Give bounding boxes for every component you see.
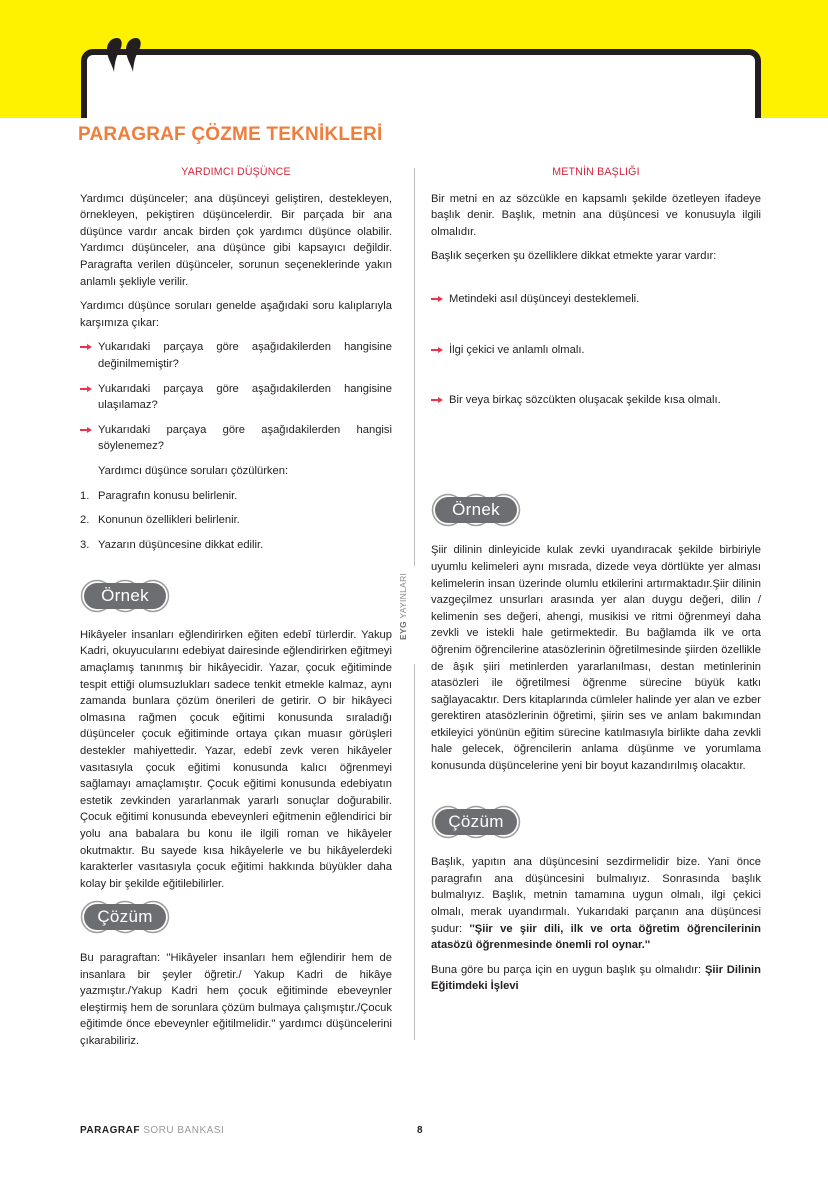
- section-heading-supporting-idea: YARDIMCI DÜŞÜNCE: [181, 166, 291, 178]
- list-item-text: Yukarıdaki parçaya göre aşağıdakilerden hangisine değinilmemiştir?: [98, 341, 392, 370]
- solution-text: Bu paragraftan: ''Hikâyeler insanları hem eğlendirir hem de insanlara bir şeyler öğretir./ Yakup Kadri de hikâye yazmıştır./Yakup Kadri hem çocuk eğitiminde ebeveynler eleştirmiş hem de sorunlara çözüm bulmaya çalışmıştır./Çocuk eğitimde önce ebeveynler eğitilmelidir.'' yardımcı düşüncelerini çıkarabiliriz.: [80, 951, 392, 1047]
- solution-main-idea: ''Şiir ve şiir dili, ilk ve orta öğretim öğrencilerinin atasözü öğrenmesinde önemli rol oynar.'': [431, 922, 761, 952]
- list-item: [80, 512, 392, 529]
- quote-marks-icon: [101, 32, 149, 78]
- column-divider-top: [414, 168, 415, 566]
- example-badge: [431, 493, 521, 527]
- list-item: [431, 291, 761, 308]
- example-label: Örnek: [452, 499, 500, 519]
- arrow-bullet-icon: [80, 427, 92, 433]
- publisher-light: YAYINLARI: [398, 572, 408, 619]
- step-number: 1.: [80, 489, 90, 502]
- column-divider-bottom: [414, 664, 415, 1040]
- step-text: Konunun özellikleri belirlenir.: [98, 514, 240, 527]
- list-item-text: Yukarıdaki parçaya göre aşağıdakilerden hangisine ulaşılamaz?: [98, 382, 392, 412]
- question-patterns-intro: Yardımcı düşünce soruları genelde aşağıdaki soru kalıplarıyla karşımıza çıkar:: [80, 300, 392, 329]
- solution-text-part: Başlık, yapıtın ana düşüncesini sezdirmelidir bize. Yani önce paragrafın ana düşüncesini bulmalıyız. Sonrasında başlık bulmalıyız. Başlık, metnin tamamına uygun olmalı, ilgi çekici olmalı, merak uyandırmalı. Yukarıdaki parçanın ana düşüncesi şudur:: [431, 856, 761, 935]
- solution-label: Çözüm: [448, 811, 504, 831]
- arrow-bullet-icon: [431, 296, 443, 302]
- list-item-text: Metindeki asıl düşünceyi desteklemeli.: [449, 292, 640, 305]
- list-item: [80, 537, 392, 554]
- step-text: Paragrafın konusu belirlenir.: [98, 489, 238, 502]
- arrow-bullet-icon: [80, 386, 92, 392]
- footer-book-bold: PARAGRAF: [80, 1125, 140, 1136]
- page-title: PARAGRAF ÇÖZME TEKNİKLERİ: [78, 124, 383, 145]
- right-column: [431, 164, 761, 1003]
- example-badge: [80, 579, 170, 613]
- list-item-text: Bir veya birkaç sözcükten oluşacak şekilde kısa olmalı.: [449, 394, 721, 407]
- steps-list: [80, 488, 392, 554]
- example-label: Örnek: [101, 586, 149, 606]
- criteria-intro: Başlık seçerken şu özelliklere dikkat etmekte yarar vardır:: [431, 250, 717, 263]
- criteria-list: [431, 291, 761, 409]
- list-item: [431, 392, 761, 409]
- example-text: Hikâyeler insanları eğlendirirken eğiten edebî türlerdir. Yakup Kadri, okuyucularını edebiyat dairesinde eğlendirirken eğitmeyi amaçlamış tanınmış bir hikâyecidir. Yazar, çocuk eğitiminde tespit ettiği olumsuzlukları sadece tenkit etmekle kalmaz, aynı zamanda bunlara çözüm önerileri de getirir. O bir hikâyeci olmasına rağmen çocuk eğitimi konusunda sıraladığı düşünceler çocuk eğitiminde ortaya çıkan muasır görüşleri destekler mahiyettedir. Yazar, edebî zevk veren hikâyeler vasıtasıyla çocuk eğitimi konusunda kalıcı öğrenmeyi sağlamayı amaçlamıştır. Çocuk eğitimi konusunda edebiyatın estetik zevkinden yararlanmak yararlı sonuçlar doğurabilir. Çocuk eğitimi konusunda ebeveynleri eğitmenin eğlendirici bir yolu ana babalara bu konu ile ilgili roman ve hikâyeler okutmaktır. Bu sayede kısa hikâyelerle ve bu hikâyelerdeki karakterler vasıtasıyla çocuk eğitimi hakkında büyükler daha kolay bir şekilde eğitilebilirler.: [80, 628, 392, 890]
- title-intro: Bir metni en az sözcükle en kapsamlı şekilde özetleyen ifadeye başlık denir. Başlık, metnin ana düşüncesi ve konusuyla ilgili olmalıdır.: [431, 192, 761, 238]
- supporting-idea-intro: Yardımcı düşünceler; ana düşünceyi geliştiren, destekleyen, örnekleyen, pekiştiren düşüncelerdir. Bir parçada bir ana düşünce vardır ancak birden çok yardımcı düşünce olabilir. Yardımcı düşünceler, ana düşünce gibi kapsayıcı değildir. Paragrafta verilen düşünceler, sorunun seçeneklerinde yakın anlamlı şekliyle verilir.: [80, 192, 392, 288]
- arrow-bullet-icon: [80, 344, 92, 350]
- solution-label: Çözüm: [97, 907, 153, 927]
- footer-book-light: SORU BANKASI: [143, 1125, 225, 1136]
- section-heading-title: METNİN BAŞLIĞI: [552, 166, 640, 178]
- left-column: [80, 164, 392, 1058]
- page-number: 8: [417, 1125, 423, 1136]
- step-text: Yazarın düşüncesine dikkat edilir.: [98, 538, 264, 551]
- solution-answer-line: [431, 962, 761, 995]
- list-item: [80, 381, 392, 414]
- solution-badge: [80, 900, 170, 934]
- solution-text-part: Buna göre bu parça için en uygun başlık şu olmalıdır:: [431, 963, 705, 976]
- list-item-text: İlgi çekici ve anlamlı olmalı.: [449, 343, 585, 356]
- list-item: [80, 422, 392, 455]
- solution-answer: Şiir Dilinin Eğitimdeki İşlevi: [431, 963, 761, 993]
- footer-book-title: [80, 1125, 224, 1136]
- list-item: [80, 339, 392, 372]
- arrow-bullet-icon: [431, 397, 443, 403]
- solution-badge: [431, 805, 521, 839]
- list-item: [80, 488, 392, 505]
- list-item: [431, 342, 761, 359]
- solution-text: [431, 854, 761, 954]
- step-number: 3.: [80, 538, 90, 551]
- example-text: Şiir dilinin dinleyicide kulak zevki uyandıracak şekilde birbiriyle uyumlu kelimeleri aynı mısrada, dizede veya dörtlükte yer alması kelimelerin insan üzerinde olumlu etkilerini artırmaktadır.Şiir dilinin vazgeçilmez unsurları arasında yer alan duygu değeri, dilin / kelimenin ses değeri, ahengi, musikisi ve ritmi öğrenmeyi daha zevkli ve istekli hale getirmektedir. Bu bağlamda ilk ve orta öğrenim öğrencilerine atasözlerinin öğretilmesinde şiirden özellikle de âşık şiiri metinlerden yararlanılması, destan metinlerinin atasözleri ile öğretilmesi öğrenme sürecine büyük katkı sağlayacaktır. Ders kitaplarında cümleler halinde yer alan ve ezber gerektiren atasözlerinin öğretimi, şiirin ses ve anlam bakımından etkileyici yönünün eğitim sürecine katılmasıyla birlikte daha zevkli hale gelecek, öğrencilerin anlama düşünme ve yorumlama konusunda düşüncelerine yeni bir boyut kazandırılmış olacaktır.: [431, 544, 761, 773]
- question-patterns-list: [80, 339, 392, 455]
- publisher-vertical-label: [398, 573, 408, 640]
- arrow-bullet-icon: [431, 347, 443, 353]
- steps-intro: Yardımcı düşünce soruları çözülürken:: [98, 464, 289, 477]
- step-number: 2.: [80, 514, 90, 527]
- publisher-bold: EYG: [398, 621, 408, 640]
- list-item-text: Yukarıdaki parçaya göre aşağıdakilerden hangisi söylenemez?: [98, 423, 392, 453]
